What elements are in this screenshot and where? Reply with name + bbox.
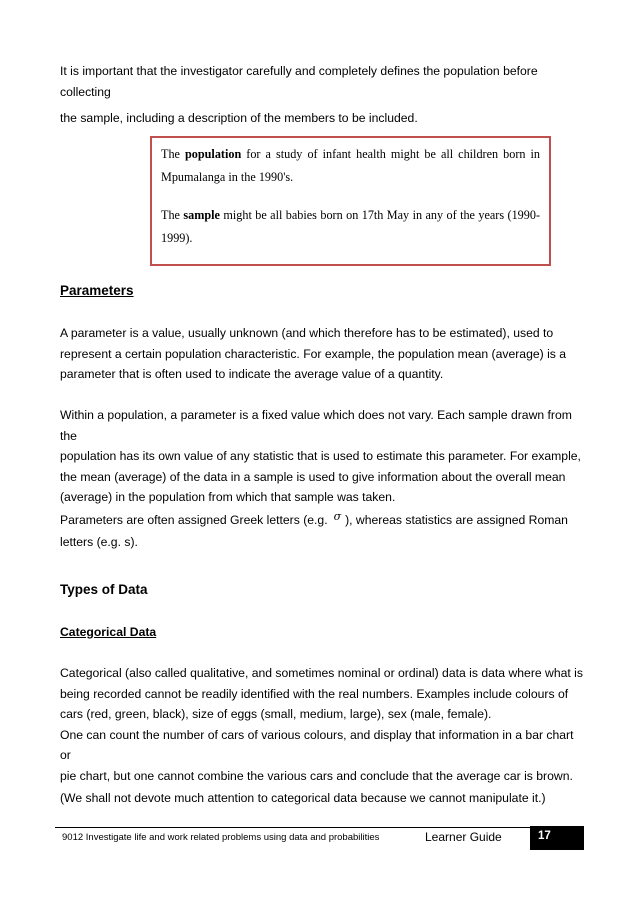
parameters-paragraph-1	[60, 323, 585, 385]
sigma-symbol: σ	[333, 510, 342, 523]
population-text: for a study of infant health might be all children born in Mpumalanga in the 1990's.	[161, 147, 541, 184]
text-line: (average) in the population from which that sample was taken.	[60, 490, 396, 504]
page-number: 17	[530, 826, 584, 850]
text-line: represent a certain population characteristic. For example, the population mean (average) is a	[60, 346, 567, 361]
categorical-paragraph-1	[60, 663, 585, 786]
text-line: pie chart, but one cannot combine the various cars and conclude that the average car is brown.	[60, 768, 573, 783]
sample-text: might be all babies born on 17th May in any of the years (1990-1999).	[161, 208, 541, 245]
parameters-heading: Parameters	[60, 283, 134, 298]
categorical-data-heading: Categorical Data	[60, 625, 157, 639]
text-line: cars (red, green, black), size of eggs (small, medium, large), sex (male, female).	[60, 707, 492, 721]
sample-prefix: The	[161, 208, 180, 222]
intro-line: It is important that the investigator carefully and completely defines the population before collecting	[60, 64, 538, 99]
text-line: Categorical (also called qualitative, and sometimes nominal or ordinal) data is data where what is	[60, 666, 583, 680]
definition-box	[150, 136, 551, 266]
sample-definition	[161, 204, 540, 249]
intro-line: the sample, including a description of the members to be included.	[60, 111, 418, 125]
text-line: One can count the number of cars of various colours, and display that information in a bar chart or	[60, 727, 574, 762]
population-definition	[161, 143, 540, 188]
sample-term: sample	[183, 208, 220, 222]
footer-divider	[55, 827, 530, 828]
text-line	[60, 510, 585, 532]
greek-letters-text: Parameters are often assigned Greek letters (e.g.	[60, 513, 328, 527]
text-line: Within a population, a parameter is a fixed value which does not vary. Each sample drawn from the	[60, 408, 572, 443]
footer-guide-label: Learner Guide	[425, 830, 502, 844]
text-line: being recorded cannot be readily identified with the real numbers. Examples include colours of	[60, 686, 569, 701]
parameters-paragraph-2	[60, 405, 585, 508]
text-line: letters (e.g. s).	[60, 534, 138, 549]
footer-course-title: 9012 Investigate life and work related problems using data and probabilities	[62, 832, 380, 843]
population-term: population	[185, 147, 242, 161]
text-line: population has its own value of any statistic that is used to estimate this parameter. For example,	[60, 449, 581, 463]
text-line: parameter that is often used to indicate the average value of a quantity.	[60, 367, 444, 381]
parameters-paragraph-3	[60, 510, 585, 552]
types-of-data-heading: Types of Data	[60, 582, 148, 597]
roman-letters-text: ), whereas statistics are assigned Roman	[345, 513, 568, 527]
text-line: A parameter is a value, usually unknown (and which therefore has to be estimated), used to	[60, 326, 554, 340]
intro-paragraph	[60, 61, 585, 129]
text-line: the mean (average) of the data in a sample is used to give information about the overall mean	[60, 469, 566, 484]
population-prefix: The	[161, 147, 180, 161]
categorical-paragraph-2: (We shall not devote much attention to categorical data because we cannot manipulate it.)	[60, 791, 546, 805]
